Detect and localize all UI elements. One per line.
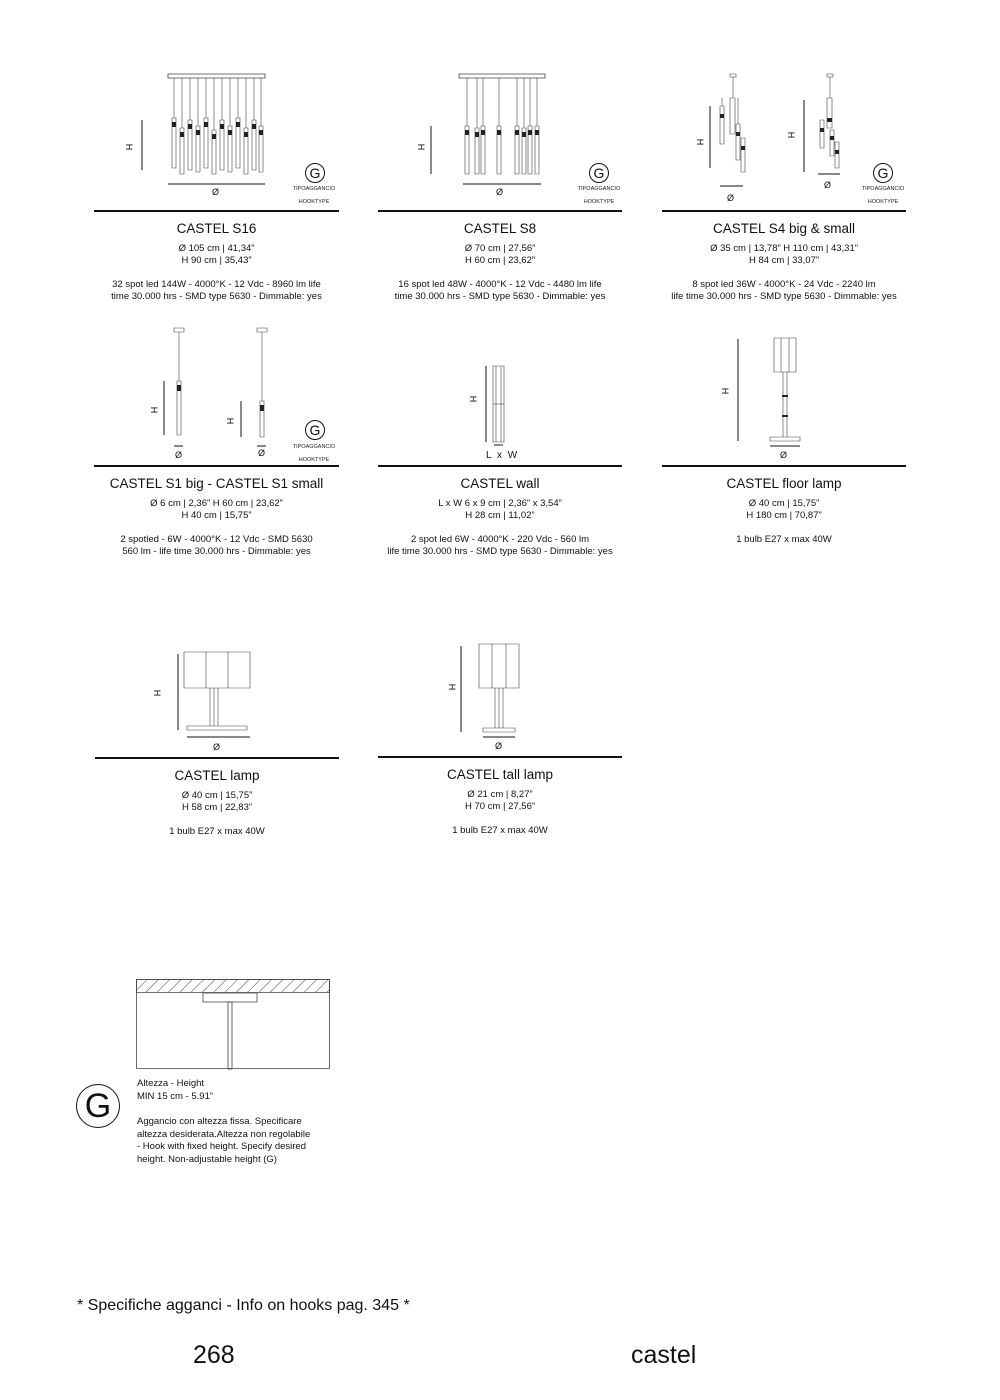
lxw-label: L x W xyxy=(486,450,518,461)
divider xyxy=(378,210,622,212)
height-label: H xyxy=(149,406,160,414)
diameter-label: Ø xyxy=(496,187,504,197)
divider xyxy=(662,465,906,467)
diameter-label: Ø xyxy=(213,742,221,752)
hook-type-label: TIPOAGGANCIO HOOKTYPE xyxy=(577,186,621,205)
diameter-label: Ø xyxy=(824,180,832,190)
hook-g-icon: G xyxy=(305,420,325,440)
product-title: CASTEL S16 xyxy=(176,221,257,236)
castel-s4-drawing xyxy=(700,70,900,190)
castel-lamp-drawing xyxy=(160,648,260,740)
product-castel-tall-lamp: CASTEL tall lamp Ø 21 cm | 8,27” H 70 cm | 27,56” 1 bulb E27 x max 40W xyxy=(378,767,622,837)
product-spec: 1 bulb E27 x max 40W xyxy=(169,826,265,837)
hook-g-large-icon: G xyxy=(76,1084,120,1128)
diameter-label: Ø xyxy=(495,741,503,751)
hook-description: Altezza - Height MIN 15 cm - 5.91” Aggancio con altezza fissa. Specificare altezza desiderata.Altezza non regolabile - Hook with fixed height. Specify desired height. Non-adjustable height (G) xyxy=(137,1078,357,1166)
hook-height-label: Altezza - Height xyxy=(137,1078,205,1089)
product-castel-floor-lamp: CASTEL floor lamp Ø 40 cm | 15,75” H 180 cm | 70,87” 1 bulb E27 x max 40W xyxy=(662,476,906,546)
divider xyxy=(94,210,339,212)
height-label: H xyxy=(786,131,797,139)
height-label: H xyxy=(225,417,236,425)
divider xyxy=(94,465,339,467)
product-spec: 2 spot led 6W - 4000°K - 220 Vdc - 560 lm life time 30.000 hrs - SMD type 5630 - Dimmable: yes xyxy=(387,534,613,557)
product-castel-s1: CASTEL S1 big - CASTEL S1 small Ø 6 cm | 2,36” H 60 cm | 23,62” H 40 cm | 15,75” 2 spotled - 6W - 4000°K - 12 Vdc - SMD 5630 560 lm - life time 30.000 hrs - Dimmable: yes xyxy=(89,476,344,558)
product-spec: 1 bulb E27 x max 40W xyxy=(736,534,832,545)
product-spec: 32 spot led 144W - 4000°K - 12 Vdc - 8960 lm life time 30.000 hrs - SMD type 5630 - Dimmable: yes xyxy=(111,279,322,302)
divider xyxy=(662,210,906,212)
product-title: CASTEL wall xyxy=(460,476,540,491)
height-label: H xyxy=(695,138,706,146)
product-spec: 16 spot led 48W - 4000°K - 12 Vdc - 4480 lm life time 30.000 hrs - SMD type 5630 - Dimmable: yes xyxy=(394,279,606,302)
product-castel-s4: CASTEL S4 big & small Ø 35 cm | 13,78” H 110 cm | 43,31” H 84 cm | 33,07” 8 spot led 36W - 4000°K - 24 Vdc - 2240 lm life time 30.000 hrs - SMD type 5630 - Dimmable: yes xyxy=(657,221,911,303)
divider xyxy=(378,756,622,758)
product-spec: 1 bulb E27 x max 40W xyxy=(452,825,548,836)
product-castel-s16: CASTEL S16 Ø 105 cm | 41,34” H 90 cm | 35,43” 32 spot led 144W - 4000°K - 12 Vdc - 8960 lm life time 30.000 hrs - SMD type 5630 - Dimmable: yes xyxy=(94,221,339,303)
product-spec: 2 spotled - 6W - 4000°K - 12 Vdc - SMD 5630 560 lm - life time 30.000 hrs - Dimmable: yes xyxy=(120,534,313,557)
height-label: H xyxy=(468,395,479,403)
castel-s1-drawing xyxy=(140,325,280,455)
diameter-label: Ø xyxy=(780,450,788,460)
diameter-label: Ø xyxy=(727,193,735,203)
height-label: H xyxy=(416,143,427,151)
hook-g-icon: G xyxy=(873,163,893,183)
brand-name: castel xyxy=(631,1341,697,1369)
product-spec: 8 spot led 36W - 4000°K - 24 Vdc - 2240 lm life time 30.000 hrs - SMD type 5630 - Dimmable: yes xyxy=(671,279,897,302)
product-title: CASTEL lamp xyxy=(174,768,260,783)
height-label: H xyxy=(124,143,135,151)
hook-type-label: TIPOAGGANCIO HOOKTYPE xyxy=(861,186,905,205)
diameter-label: Ø xyxy=(258,448,266,458)
page-number: 268 xyxy=(193,1341,235,1369)
height-label: H xyxy=(152,689,163,697)
diameter-label: Ø xyxy=(175,450,183,460)
product-title: CASTEL tall lamp xyxy=(446,767,554,782)
hook-type-label: TIPOAGGANCIO HOOKTYPE xyxy=(292,186,336,205)
hooks-footnote: * Specifiche agganci - Info on hooks pag. 345 * xyxy=(77,1297,410,1314)
product-title: CASTEL S8 xyxy=(463,221,537,236)
product-title: CASTEL floor lamp xyxy=(726,476,842,491)
hook-min-height: MIN 15 cm - 5.91” xyxy=(137,1090,214,1102)
product-castel-s8: CASTEL S8 Ø 70 cm | 27,56” H 60 cm | 23,62” 16 spot led 48W - 4000°K - 12 Vdc - 4480 lm life time 30.000 hrs - SMD type 5630 - Dimmable: yes xyxy=(378,221,622,303)
product-castel-lamp: CASTEL lamp Ø 40 cm | 15,75” H 58 cm | 22,83” 1 bulb E27 x max 40W xyxy=(95,768,339,838)
hook-diagram xyxy=(136,979,332,1071)
divider xyxy=(95,757,339,759)
hook-g-icon: G xyxy=(589,163,609,183)
castel-wall-drawing xyxy=(470,360,540,450)
diameter-label: Ø xyxy=(212,187,220,197)
divider xyxy=(378,465,622,467)
castel-floor-lamp-drawing xyxy=(730,335,810,450)
product-castel-wall: CASTEL wall L x W 6 x 9 cm | 2,36” x 3,54” H 28 cm | 11,02” 2 spot led 6W - 4000°K - 220 Vdc - 560 lm life time 30.000 hrs - SMD type 5630 - Dimmable: yes xyxy=(373,476,627,558)
height-label: H xyxy=(447,683,458,691)
castel-tall-lamp-drawing xyxy=(455,640,535,740)
product-title: CASTEL S1 big - CASTEL S1 small xyxy=(109,476,324,491)
product-title: CASTEL S4 big & small xyxy=(712,221,856,236)
height-label: H xyxy=(720,387,731,395)
hook-g-icon: G xyxy=(305,163,325,183)
hook-type-label: TIPOAGGANCIO HOOKTYPE xyxy=(292,444,336,463)
